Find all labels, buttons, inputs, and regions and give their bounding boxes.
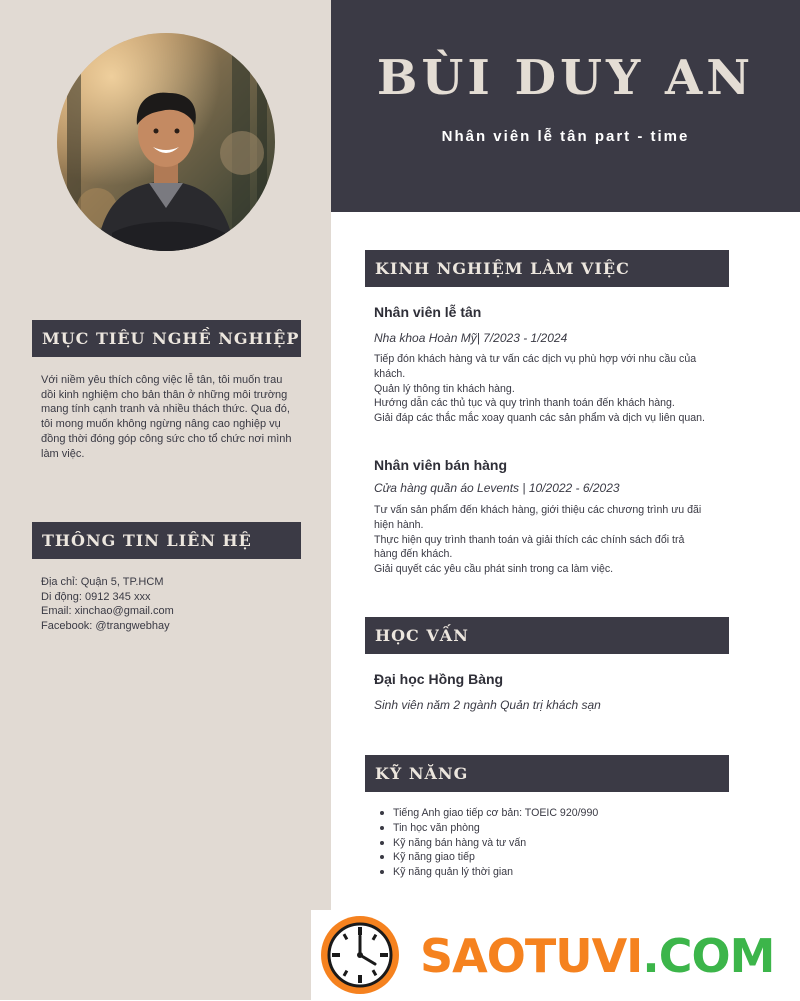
contact-facebook: Facebook: @trangwebhay xyxy=(41,620,170,633)
job-2-subtitle: Cửa hàng quần áo Levents | 10/2022 - 6/2023 xyxy=(374,481,620,495)
job-2-line: Giải quyết các yêu cầu phát sinh trong ca làm việc. xyxy=(374,563,614,576)
job-2-title: Nhân viên bán hàng xyxy=(374,457,508,473)
watermark-part1: SAOTUVI xyxy=(420,929,643,983)
job-1-subtitle: Nha khoa Hoàn Mỹ| 7/2023 - 1/2024 xyxy=(374,331,568,345)
skills-heading: KỸ NĂNG xyxy=(365,755,729,792)
clock-logo-icon xyxy=(319,914,401,1001)
job-1-line: Quản lý thông tin khách hàng. xyxy=(374,382,515,395)
skill-item: Tiếng Anh giao tiếp cơ bản: TOEIC 920/990 xyxy=(374,806,714,821)
job-1-title: Nhân viên lễ tân xyxy=(374,304,482,320)
school-name: Đại học Hồng Bàng xyxy=(374,671,504,687)
objective-text: Với niềm yêu thích công việc lễ tân, tôi muốn trau dồi kinh nghiệm cho bản thân ở những môi trường mang tính cạnh tranh và nhiều thách thức. Qua đó, tôi mong muốn không ngừng nâng cao nghiệp vụ đồng thời đóng góp công sức cho tổ chức nơi mình làm việc. xyxy=(41,374,292,460)
education-heading: HỌC VẤN xyxy=(365,617,729,654)
job-1-line: Giải đáp các thắc mắc xoay quanh các sản phẩm và dịch vụ liên quan. xyxy=(374,412,705,425)
contact-info xyxy=(41,575,296,634)
objective-heading: MỤC TIÊU NGHỀ NGHIỆP xyxy=(32,320,301,357)
contact-email: Email: xinchao@gmail.com xyxy=(41,605,174,618)
job-2-line: hiện hành. xyxy=(374,518,424,531)
watermark-text xyxy=(420,928,774,984)
experience-heading: KINH NGHIỆM LÀM VIỆC xyxy=(365,250,729,287)
job-1-line: Tiếp đón khách hàng và tư vấn các dịch vụ phù hợp với nhu cầu của xyxy=(374,353,697,365)
skill-item: Tin học văn phòng xyxy=(374,821,714,836)
education-detail: Sinh viên năm 2 ngành Quản trị khách sạn xyxy=(374,698,601,712)
contact-heading: THÔNG TIN LIÊN HỆ xyxy=(32,522,301,559)
job-2-line: Thực hiện quy trình thanh toán và giải thích các chính sách đổi trả xyxy=(374,533,685,546)
watermark-part2: .COM xyxy=(642,929,775,983)
contact-address: Địa chỉ: Quận 5, TP.HCM xyxy=(41,576,164,588)
profile-photo xyxy=(57,33,275,251)
job-2-line: hàng đến khách. xyxy=(374,548,453,561)
job-2-line: Tư vấn sản phẩm đến khách hàng, giới thiệu các chương trình ưu đãi xyxy=(374,504,702,516)
job-role: Nhân viên lễ tân part - time xyxy=(441,128,690,145)
skills-list xyxy=(374,806,714,880)
candidate-name: BÙI DUY AN xyxy=(376,50,755,106)
job-1-description xyxy=(374,352,714,426)
job-1-line: Hướng dẫn các thủ tục và quy trình thanh toán đến khách hàng. xyxy=(374,397,675,410)
job-1-line: khách. xyxy=(374,367,406,380)
contact-phone: Di động: 0912 345 xxx xyxy=(41,590,151,603)
header-band xyxy=(331,0,800,212)
skill-item: Kỹ năng giao tiếp xyxy=(374,850,714,865)
job-2-description xyxy=(374,503,714,577)
skill-item: Kỹ năng quản lý thời gian xyxy=(374,865,714,880)
skill-item: Kỹ năng bán hàng và tư vấn xyxy=(374,836,714,851)
